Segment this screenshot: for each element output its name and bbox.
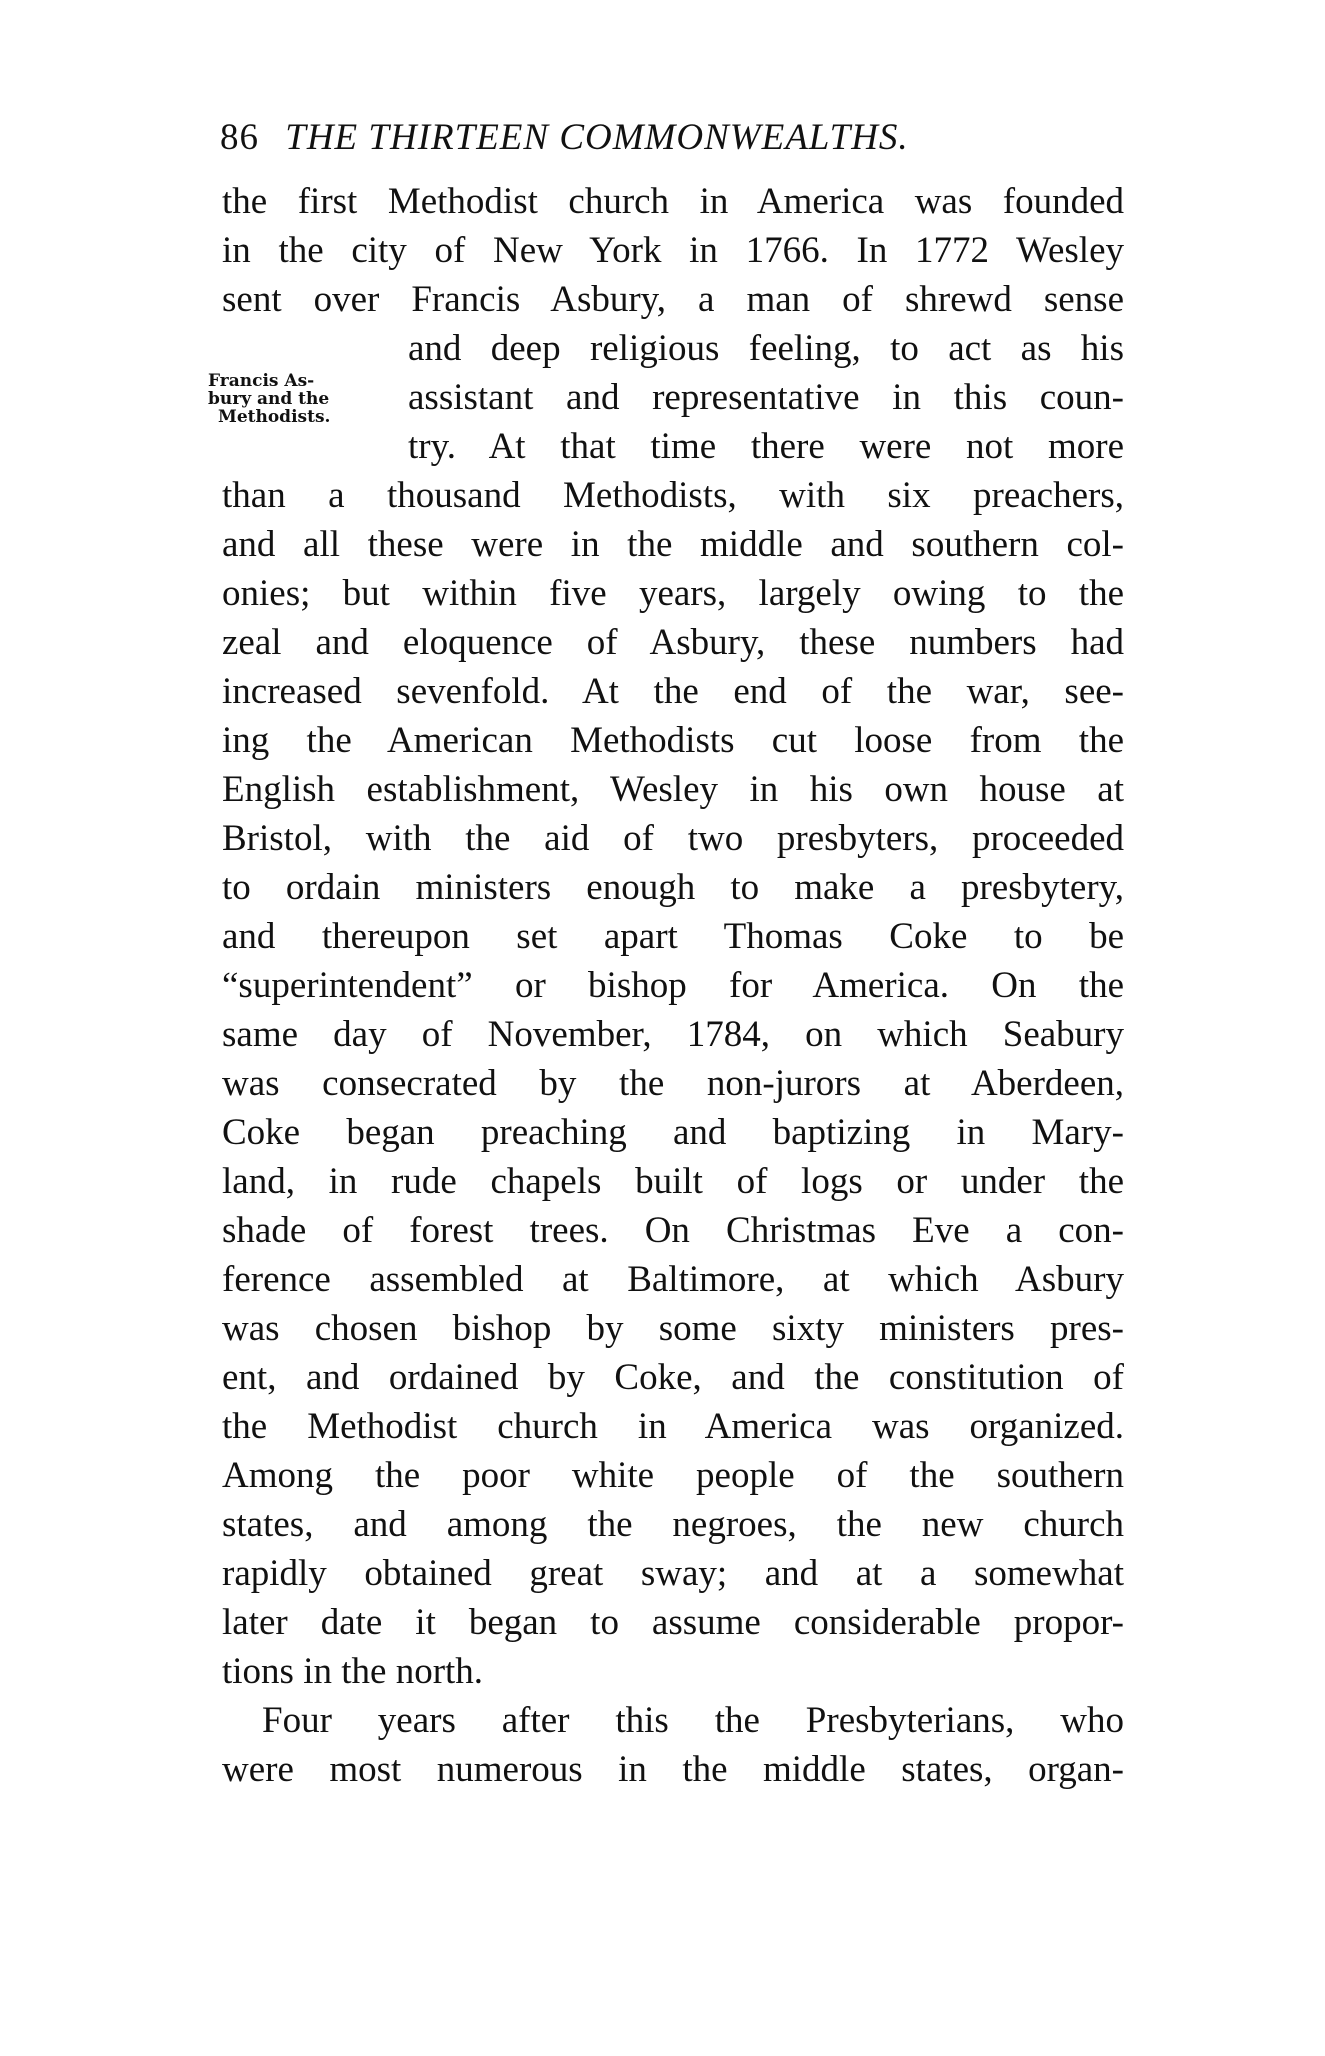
body-line: try. At that time there were not more [408,426,1124,467]
margin-note [208,372,330,426]
body-line: shade of forest trees. On Christmas Eve a con- [222,1210,1124,1251]
body-line: states, and among the negroes, the new church [222,1504,1124,1545]
body-line: in the city of New York in 1766. In 1772 Wesley [222,230,1124,271]
page-number: 86 [220,117,259,158]
margin-note-line: Francis As- [208,371,315,391]
body-line: to ordain ministers enough to make a presbytery, [222,867,1124,908]
body-line: assistant and representative in this coun- [408,377,1124,418]
body-line: same day of November, 1784, on which Seabury [222,1014,1124,1055]
body-line: English establishment, Wesley in his own house at [222,769,1124,810]
body-line: was chosen bishop by some sixty ministers pres- [222,1308,1124,1349]
body-line: Bristol, with the aid of two presbyters, proceeded [222,818,1124,859]
body-line: later date it began to assume considerable propor- [222,1602,1124,1643]
body-line: ference assembled at Baltimore, at which Asbury [222,1259,1124,1300]
body-line: rapidly obtained great sway; and at a somewhat [222,1553,1124,1594]
body-line: increased sevenfold. At the end of the war, see- [222,671,1124,712]
body-line: sent over Francis Asbury, a man of shrewd sense [222,279,1124,320]
body-line: than a thousand Methodists, with six preachers, [222,475,1124,516]
body-line: was consecrated by the non-jurors at Aberdeen, [222,1063,1124,1104]
body-line: ent, and ordained by Coke, and the constitution of [222,1357,1124,1398]
running-header [220,116,909,159]
body-line: and all these were in the middle and southern col- [222,524,1124,565]
body-line: land, in rude chapels built of logs or under the [222,1161,1124,1202]
body-line: zeal and eloquence of Asbury, these numbers had [222,622,1124,663]
body-line: and thereupon set apart Thomas Coke to be [222,916,1124,957]
body-line: ing the American Methodists cut loose from the [222,720,1124,761]
body-line: Among the poor white people of the southern [222,1455,1124,1496]
body-line: and deep religious feeling, to act as his [408,328,1124,369]
body-line: the Methodist church in America was organized. [222,1406,1124,1447]
body-line: the first Methodist church in America was founded [222,181,1124,222]
body-line: were most numerous in the middle states, organ- [222,1749,1124,1790]
body-line: Four years after this the Presbyterians, who [262,1700,1124,1741]
margin-note-line: Methodists. [218,407,331,427]
margin-note-line: bury and the [208,389,330,409]
body-line: onies; but within five years, largely owing to the [222,573,1124,614]
body-line: tions in the north. [222,1651,484,1692]
body-line: Coke began preaching and baptizing in Mary- [222,1112,1124,1153]
body-line: “superintendent” or bishop for America. On the [222,965,1124,1006]
running-title: THE THIRTEEN COMMONWEALTHS. [285,117,909,158]
